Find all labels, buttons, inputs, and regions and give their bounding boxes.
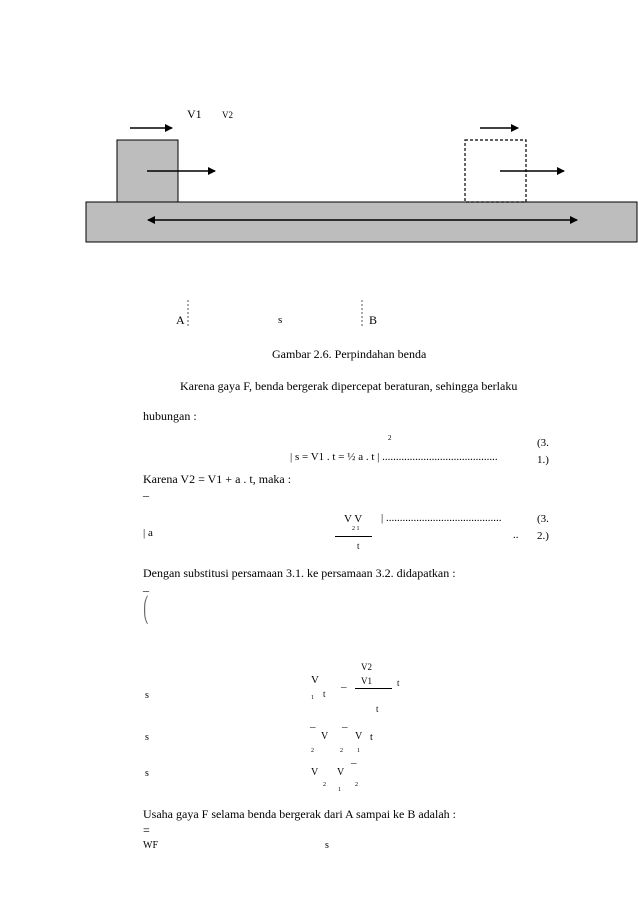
d3-v: V [311,767,319,778]
paragraph-1: Karena gaya F, benda bergerak dipercepat beraturan, sehingga berlaku [180,379,518,393]
d1-t: t [323,689,326,699]
d1-t-denominator: t [376,704,379,714]
label-v2: V2 [222,110,233,120]
eq2-denominator: t [357,541,360,551]
d2-t: t [370,732,373,743]
d2-s: s [145,732,149,743]
d3-sub-a: 2 [323,782,326,788]
dash-1: – [143,488,149,502]
d1-v: V [311,674,319,686]
d1-t-right: t [397,678,400,688]
eq1-superscript: 2 [388,434,392,442]
equals-sign: = [143,823,150,837]
eq2-numerator: V V [344,513,363,525]
d3-v-2: V [337,767,345,778]
paren-bottom: ⎝ [143,610,149,624]
d3-sub-b: 1 [338,787,341,793]
paragraph-2: Karena V2 = V1 + a . t, maka : [143,472,292,486]
d2-sub-a: 2 [311,748,314,754]
eq2-dots: | .......................................... [381,512,502,524]
label-s: s [278,314,283,326]
d1-s: s [145,690,149,701]
label-a: A [176,313,185,327]
paragraph-1-cont: hubungan : [143,409,197,423]
paragraph-4: Usaha gaya F selama benda bergerak dari A sampai ke B adalah : [143,807,457,821]
eq2-number-top: (3. [537,513,549,525]
wf-label: WF [143,840,158,851]
floor [86,202,637,242]
equation-3-1: | s = V1 . t = ½ a . t | .......................................... [290,451,498,463]
label-b: B [369,313,378,327]
paren-top: ⎛ [143,596,149,610]
eq1-number-bottom: 1.) [537,454,549,466]
eq2-dots-cont: .. [513,529,519,541]
dash-2: – [143,583,149,597]
d2-v: V [321,731,329,742]
d3-s: s [145,768,149,779]
label-v1: V1 [187,107,202,121]
eq2-fraction-bar [335,536,372,537]
wf-s: s [325,840,329,851]
d1-sub1: 1 [311,695,314,701]
d2-minus-2: – [342,721,348,733]
d3-minus: – [351,757,357,769]
figure-diagram [0,0,638,330]
d1-v1: V1 [361,676,372,686]
d2-sub-c: 1 [357,748,360,754]
d2-sub-b: 2 [340,748,343,754]
d1-v2: V2 [361,662,372,672]
eq2-left: | a [143,527,153,539]
eq2-subscripts: 2 1 [352,526,360,532]
d1-minus: – [341,681,347,693]
eq2-number-bottom: 2.) [537,530,549,542]
paragraph-3: Dengan substitusi persamaan 3.1. ke persamaan 3.2. didapatkan : [143,566,456,580]
d2-minus-1: – [310,721,316,733]
d2-v-2: V [355,731,363,742]
d1-fraction-bar [355,688,392,689]
figure-caption: Gambar 2.6. Perpindahan benda [272,347,427,361]
eq1-number-top: (3. [537,437,549,449]
d3-sub-c: 2 [355,782,358,788]
